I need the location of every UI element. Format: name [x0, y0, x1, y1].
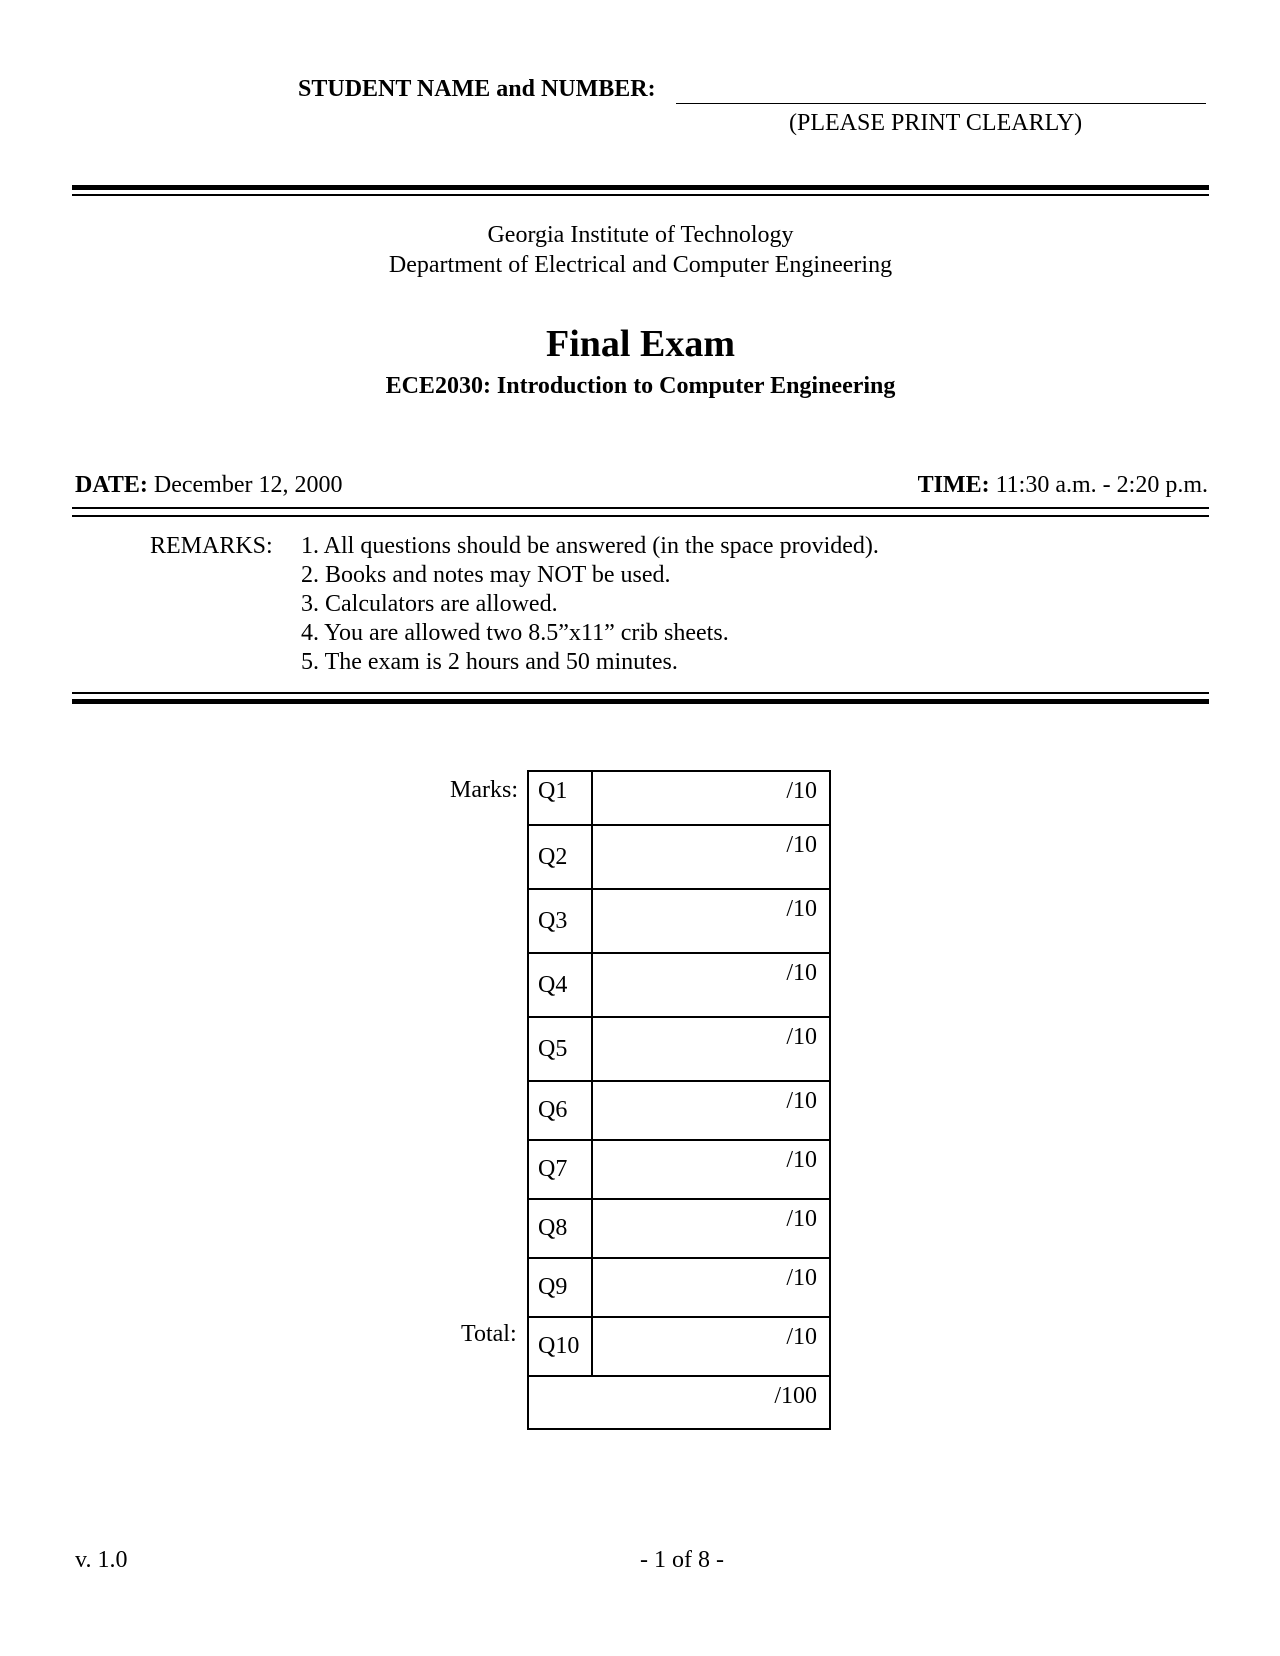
score-cell[interactable]: /10 — [592, 1199, 830, 1258]
remarks-list — [301, 532, 879, 677]
total-score-cell[interactable]: /100 — [528, 1376, 830, 1429]
remark-item: 1. All questions should be answered (in the space provided). — [301, 533, 879, 559]
question-cell: Q8 — [528, 1199, 592, 1258]
remark-item: 4. You are allowed two 8.5”x11” crib sheets. — [301, 620, 729, 646]
exam-date — [75, 471, 343, 499]
score-cell[interactable]: /10 — [592, 825, 830, 889]
score-cell[interactable]: /10 — [592, 953, 830, 1017]
table-row — [528, 1017, 830, 1081]
date-rule-lower — [72, 515, 1209, 517]
version-label: v. 1.0 — [75, 1547, 128, 1573]
question-cell: Q7 — [528, 1140, 592, 1199]
exam-time — [918, 471, 1208, 499]
page-number: - 1 of 8 - — [640, 1547, 724, 1573]
question-cell: Q9 — [528, 1258, 592, 1317]
question-cell: Q5 — [528, 1017, 592, 1081]
student-name-label: STUDENT NAME and NUMBER: — [298, 76, 656, 102]
date-label: DATE: — [75, 472, 148, 498]
print-clearly-note: (PLEASE PRINT CLEARLY) — [789, 110, 1083, 136]
score-cell[interactable]: /10 — [592, 1081, 830, 1140]
score-cell[interactable]: /10 — [592, 1140, 830, 1199]
question-cell: Q6 — [528, 1081, 592, 1140]
table-row — [528, 953, 830, 1017]
department-name: Department of Electrical and Computer Engineering — [388, 252, 893, 278]
remark-item: 3. Calculators are allowed. — [301, 591, 558, 617]
bottom-rule-thick — [72, 699, 1209, 704]
total-label: Total: — [461, 1321, 517, 1347]
date-value: December 12, 2000 — [153, 472, 343, 498]
institution-header — [72, 220, 1209, 280]
table-row — [528, 1140, 830, 1199]
student-name-line[interactable] — [676, 103, 1206, 104]
table-row — [528, 1199, 830, 1258]
marks-label: Marks: — [450, 777, 518, 803]
question-cell: Q10 — [528, 1317, 592, 1376]
top-rule-thick — [72, 185, 1209, 190]
table-row-total — [528, 1376, 830, 1429]
time-label: TIME: — [917, 472, 990, 498]
question-cell: Q4 — [528, 953, 592, 1017]
score-cell[interactable]: /10 — [592, 1258, 830, 1317]
course-title: ECE2030: Introduction to Computer Engineering — [385, 373, 896, 399]
marks-table — [527, 770, 831, 1430]
question-cell: Q1 — [528, 771, 592, 825]
remark-item: 5. The exam is 2 hours and 50 minutes. — [301, 649, 678, 675]
remarks-label: REMARKS: — [150, 533, 273, 559]
score-cell[interactable]: /10 — [592, 1017, 830, 1081]
remark-item: 2. Books and notes may NOT be used. — [301, 562, 671, 588]
table-row — [528, 771, 830, 825]
date-rule-upper — [72, 507, 1209, 509]
exam-title: Final Exam — [546, 323, 735, 365]
table-row — [528, 889, 830, 953]
score-cell[interactable]: /10 — [592, 1317, 830, 1376]
score-cell[interactable]: /10 — [592, 889, 830, 953]
top-rule-thin — [72, 194, 1209, 196]
institution-name: Georgia Institute of Technology — [487, 222, 794, 248]
bottom-rule-thin — [72, 692, 1209, 694]
table-row — [528, 1258, 830, 1317]
score-cell[interactable]: /10 — [592, 771, 830, 825]
table-row — [528, 1081, 830, 1140]
time-value: 11:30 a.m. - 2:20 p.m. — [995, 472, 1208, 498]
question-cell: Q2 — [528, 825, 592, 889]
table-row — [528, 1317, 830, 1376]
table-row — [528, 825, 830, 889]
question-cell: Q3 — [528, 889, 592, 953]
